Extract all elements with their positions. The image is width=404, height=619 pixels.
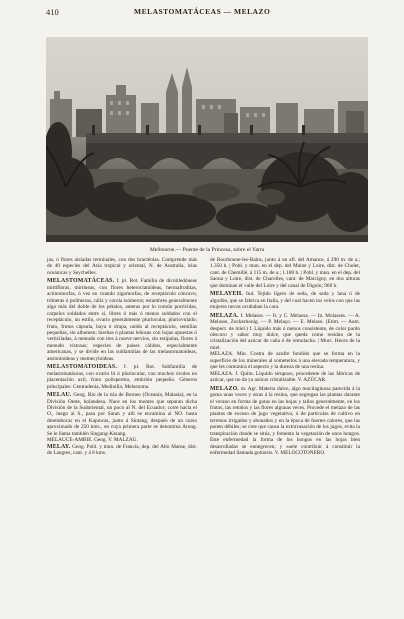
entry-melay: MELAY. Geog. Pobl. y mun. de Francia, dep. del Alto Marne, dist. de Langres, cant. y á 8 kms. (47, 443, 197, 457)
entry-melastomatoideas: MELASTOMATOIDEAS. f. pl. Bot. Subfamilia de melastomatáceas, con ovario bi ó pluriocular, con muchos óvulos en placentación axil, fruto polispermo, embrión pequeño. Géneros principales: Centradenia, Medinilla, Melastoma. (47, 364, 197, 390)
headword: MELAZO. (210, 385, 240, 392)
entry-melaza-quim: MELAZA. f. Quím. Líquido siruposo, procedente de las fábricas de azúcar, que no da ya azúcar cristalizable. V. AZÚCAR. (210, 370, 360, 384)
headword: MELAZA. (210, 312, 239, 319)
entry-melastomataceas: MELASTOMATÁCEAS. f. pl. Bot. Familia de dicotiledóneas mirtifloras, mirtineas, con flores heteroclamídeas, hermafroditas, actinomorfas, ó vez en cuando zigomorfas, de receptáculo cóncavo, trímeras ó polímeras, cáliz y corola isómeros; estambres generalmente algo más del doble de los pétalos, anteras por lo común porricidas, carpelos soldados entre sí, libres ó más ó menos soldados con el receptáculo, un estilo, ovario generalmente pluriocular, pluriovulado; fruto, frutos cápsula, baya ó drupa, unido al receptáculo, semillas pequeñas, sin albumen; hierbas ó plantas leñosas con hojas opuestas ó verticiladas, á menudo con tres á nueve nervios, sin estípulas, flores á menudo vistosas; especies de países cálidos, especialmente americanas, y se divide en las subfamilias de las melastomatoideas, astronioideas y memecyloideas. (47, 278, 197, 362)
headword: MELASTOMATOIDEAS. (47, 364, 118, 371)
entry-melaza: MELAZA. f. Melasse. — It. y C. Melassa. — In. Molasses. — A. Melasse, Zuckerhonig. — P. Melaço. — E. Melaso. (Etim. — Aum. despect. de miel.) f. Líquido más ó menos consistente, de color pardo obscuro y sabor muy dulce, que queda como residuo de la cristalización del azúcar de caña ó de remolacha. | Murc. Heces de la miel. (210, 312, 360, 351)
figure-melbourne-bridge (46, 37, 368, 242)
entry-melayeh: MELAYEH. Ind. Tejido ligero de seda, de seda y lana ó de algodón, que se fabrica en Italia, y del cual hacen los velos con que las mujeres turcas ocultaban la cara. (210, 291, 360, 311)
entry-melau: MELAU. Geog. Río de la isla de Borneo (Oceanía, Malasia), en la División Oeste, holandesa. Nace en los montes que separan dicha División de la Sudoriental, un poco al N. del Ecuador; corre hacia el O., luego al S., pasa por Saran y allí se encamina al NO. hasta desembocar en el Kapuwas, junto á Sintang, después de un curso aproximado de 250 kms., en cuya primera parte se denomina Arong. Se le llama también Singang-Kasang. (47, 392, 197, 437)
running-title: MELASTOMATÁCEAS — MELAZO (134, 7, 271, 16)
page-header (46, 7, 358, 19)
figure-caption: Melbourne.— Puente de la Princesa, sobre el Yarra (149, 247, 265, 253)
entry-melazo: MELAZO. m. Agr. Materia dulce, algo mucilaginosa parecida á la goma unas veces y otras á la resina, que segregan las plantas durante el verano en forma de gotas en las hojas y tallos generalmente, en los frutos, las retoños y las flores algunas veces. Procede el melazo de las plantas de exceso de jugo vegetativo, ó de partículas de cultivo en terrenos irrigados y abonados y en la época de fuertes calores, que las ponen débiles; se cree que causa la extravasación de los jugos, evita la transpiración donde se sitúa, y fomenta la vegetación de unos hongos. Este enfermedad la forma de los hongos en las hojas bien desarrolladas se ennegrecen; y suele contribuir á constituir la enfermedad llamada gomosis. V. MELOCOTONERO. (210, 385, 360, 457)
entry-melauce: MELAUCE-AMBIE. Geog. V. MALZAU. (47, 437, 138, 444)
right-column (210, 257, 360, 457)
headword: MELAU. (47, 392, 72, 399)
entry-melaza-min: MELAZA. Min. Costra de azufre fundido que se forma en la superficie de los minerales al someterlos á una elevada temperatura, y que les comunica el aspecto y la dureza de una resina. (210, 351, 360, 371)
headword: MELASTOMATÁCEAS. (47, 278, 115, 285)
left-column (47, 257, 197, 457)
page-number: 410 (46, 7, 59, 17)
headword: MELAY. (47, 443, 71, 450)
headword: MELAYEH. (210, 291, 243, 298)
entry-melay-continuation: de Bourbonne-les-Bains, junto á un afl. del Amance, á 290 m. de a.; 1.350 h. | Pobl. y mun. en el dep. del Maine y Loire, dist. de Cholet, cant. de Chemillé, á 115 m. de a.; 1.180 h. | Pobl. y mun. en el dep. del Saona y Loire, dist. de Charolles, cant. de Marcigny, en dos alturas que dominan el valle del Loire y del canal de Digoin; 960 h. (210, 257, 360, 289)
entry-continuation: jas, ó flores aisladas terminales, con dos bractéolas. Comprende más de 40 especies del Asia tropical y oriental, N. de Australia, islas oceánicas y Seychelles. (47, 257, 197, 276)
